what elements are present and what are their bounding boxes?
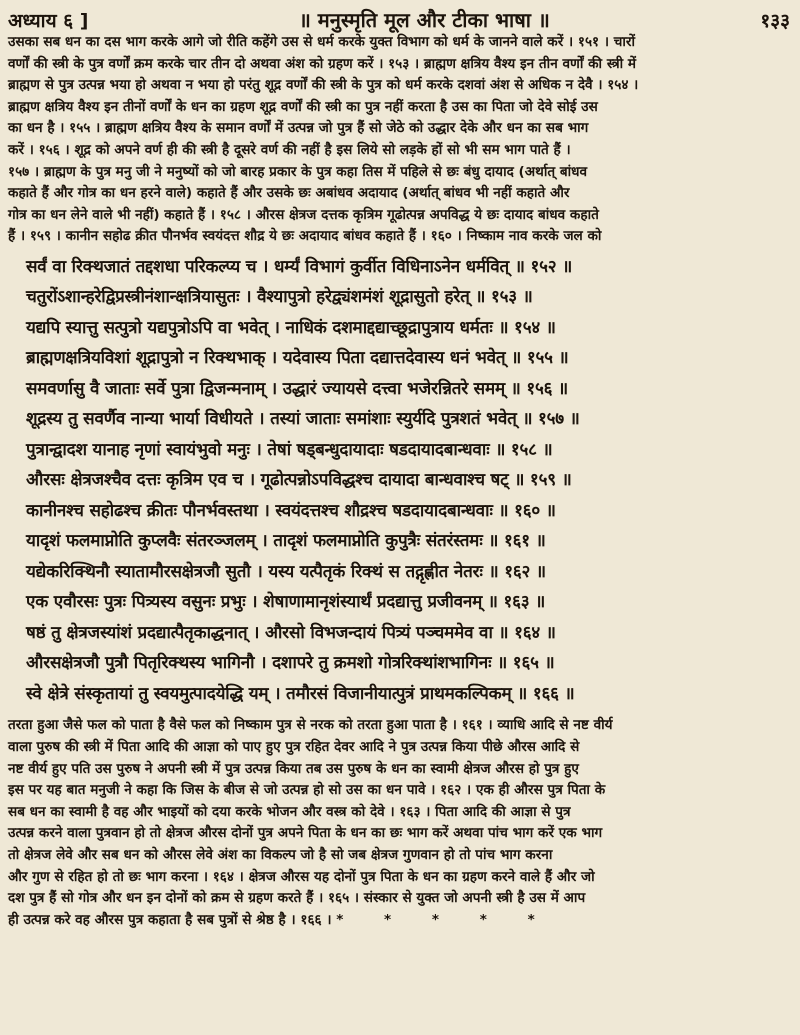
- page-number: १३३: [760, 10, 790, 32]
- commentary-line: दश पुत्र हैं सो गोत्र और धन इन दोनों को क्रम से ग्रहण करते हैं । १६५ । संस्कार से युक्त जो अपनी स्त्री है उस में आप: [8, 890, 586, 907]
- commentary-line: वर्णों की स्त्री के पुत्र वर्णों क्रम करके चार तीन दो अथवा अंश को ग्रहण करें । १५३ । ब्राह्मण क्षत्रिय वैश्य इन तीन वर्णों की स्त्री में: [8, 55, 636, 72]
- verse-152: सर्वं वा रिक्थजातं तद्दशधा परिकल्प्य च । धर्म्यं विभागं कुर्वीत विधिनाऽनेन धर्मवित् ॥ १५२ ॥: [26, 256, 573, 277]
- verse-165: औरसक्षेत्रजौ पुत्रौ पितृरिक्थस्य भागिनौ । दशापरे तु क्रमशो गोत्ररिक्थांशभागिनः ॥ १६५ ॥: [26, 653, 555, 674]
- commentary-line: ब्राह्मण से पुत्र उत्पन्न भया हो अथवा न भया हो परंतु शूद्र वर्णों की स्त्री के पुत्र को धर्म करके दशवां अंश से अधिक न देवै । १५४ ।: [8, 77, 639, 94]
- commentary-line: सब धन का स्वामी है वह और भाइयों को दया करके भोजन और वस्त्र को देवे । १६३ । पिता आदि की आज्ञा से पुत्र: [8, 803, 571, 820]
- verse-156: समवर्णासु वै जाताः सर्वे पुत्रा द्विजन्मनाम् । उद्धारं ज्यायसे दत्त्वा भजेरन्नितरे समम् ॥ १५६ ॥: [26, 378, 568, 399]
- commentary-line: कहाते हैं और गोत्र का धन हरने वाले) कहाते हैं और उसके छः अबांधव अदायाद (अर्थात् बांधव भी नहीं कहाते और: [8, 185, 570, 202]
- commentary-line: करें । १५६ । शूद्र को अपने वर्ण ही की स्त्री है दूसरे वर्ण की नहीं है इस लिये सो लड़के हों सो भी सम भाग पाते हैं ।: [8, 141, 571, 158]
- commentary-line: वाला पुरुष की स्त्री में पिता आदि की आज्ञा को पाए हुए पुत्र रहित देवर आदि ने पुत्र उत्पन्न किया पीछे औरस आदि से: [8, 739, 580, 756]
- verse-153: चतुरोंऽशान्हरेद्विप्रस्त्रीनंशान्क्षत्रियासुतः । वैश्यापुत्रो हरेद्व्यंशमंशं शूद्रासुतो हरेत् ॥ १५३ ॥: [26, 287, 533, 308]
- commentary-line: हैं । १५९ । कानीन सहोढ क्रीत पौनर्भव स्वयंदत्त शौद्र ये छः अदायाद बांधव कहाते हैं । १६० । निष्काम नाव करके जल को: [8, 228, 602, 245]
- commentary-line: गोत्र का धन लेने वाले भी नहीं) कहाते हैं । १५८ । औरस क्षेत्रज दत्तक कृत्रिम गूढोत्पन्न अपविद्ध ये छः दायाद बांधव कहाते: [8, 206, 599, 223]
- commentary-bottom: [8, 715, 790, 931]
- verse-160: कानीनश्च सहोढश्च क्रीतः पौनर्भवस्तथा । स्वयंदत्तश्च शौद्रश्च षडदायादबान्धवाः ॥ १६० ॥: [26, 500, 556, 521]
- verse-157: शूद्रस्य तु सवर्णैव नान्या भार्या विधीयते । तस्यां जाताः समांशाः स्युर्यदि पुत्रशतं भवेत् ॥ १५७ ॥: [26, 409, 580, 430]
- verse-159: औरसः क्षेत्रजश्चैव दत्तः कृत्रिम एव च । गूढोत्पन्नोऽपविद्धश्च दायादा बान्धवाश्च षट् ॥ १५९ ॥: [26, 470, 572, 491]
- verse-162: यद्येकरिक्थिनौ स्यातामौरसक्षेत्रजौ सुतौ । यस्य यत्पैतृकं रिक्थं स तद्गृह्णीत नेतरः ॥ १६२ ॥: [26, 561, 546, 582]
- verse-161: यादृशं फलमाप्नोति कुप्लवैः संतरञ्जलम् । तादृशं फलमाप्नोति कुपुत्रैः संतरंस्तमः ॥ १६१ ॥: [26, 531, 546, 552]
- running-title: ॥ मनुस्मृति मूल और टीका भाषा ॥: [298, 8, 550, 32]
- section-end-stars: * * * * *: [336, 911, 553, 928]
- verse-154: यद्यपि स्यात्तु सत्पुत्रो यद्यपुत्रोऽपि वा भवेत् । नाधिकं दशमाद्दद्याच्छूद्रापुत्राय धर्मतः ॥ १५४ ॥: [26, 317, 556, 338]
- commentary-line: इस पर यह बात मनुजी ने कहा कि जिस के बीज से जो उत्पन्न हो सो उस का धन पावे । १६२ । एक ही औरस पुत्र पिता के: [8, 782, 606, 799]
- chapter-label: अध्याय ६ ]: [8, 10, 89, 32]
- sanskrit-verses: [8, 252, 790, 710]
- commentary-line: नष्ट वीर्य हुए पति उस पुरुष ने अपनी स्त्री में पुत्र उत्पन्न किया तब उस पुरुष के धन का स्वामी क्षेत्रज औरस हो पुत्र हुए: [8, 760, 579, 777]
- commentary-line: ब्राह्मण क्षत्रिय वैश्य इन तीनों वर्णों के धन का ग्रहण शूद्र वर्णों की स्त्री का पुत्र नहीं करता है उस का पिता जो देवे सोई उस: [8, 98, 598, 115]
- verse-155: ब्राह्मणक्षत्रियविशां शूद्रापुत्रो न रिक्थभाक् । यदेवास्य पिता दद्यात्तदेवास्य धनं भवेत् ॥ १५५ ॥: [26, 348, 569, 369]
- commentary-line: का धन है । १५५ । ब्राह्मण क्षत्रिय वैश्य के समान वर्णों में उत्पन्न जो पुत्र हैं सो जेठे को उद्धार देके और धन का सब भाग: [8, 120, 589, 137]
- running-header: [8, 6, 790, 32]
- commentary-line: तरता हुआ जैसे फल को पाता है वैसे फल को निष्काम पुत्र से नरक को तरता हुआ पाता है । १६१ । व्याधि आदि से नष्ट वीर्य: [8, 717, 613, 734]
- commentary-line: [8, 910, 790, 932]
- commentary-line: उसका सब धन का दस भाग करके आगे जो रीति कहेंगे उस से धर्म करके युक्त विभाग को धर्म के जानने वाले करें । १५१ । चारों: [8, 34, 635, 50]
- commentary-line: और गुण से रहित हो तो छः भाग करना । १६४ । क्षेत्रज औरस यह दोनों पुत्र पिता के धन का ग्रहण करने वाले हैं और जो: [8, 868, 595, 885]
- commentary-line: तो क्षेत्रज लेवे और सब धन को औरस लेवे अंश का विकल्प जो है सो जब क्षेत्रज गुणवान हो तो पांच भाग करना: [8, 847, 553, 863]
- verse-164: षष्ठं तु क्षेत्रजस्यांशं प्रदद्यात्पैतृकाद्धनात् । औरसो विभजन्दायं पित्र्यं पञ्चममेव वा ॥ १६४ ॥: [26, 622, 556, 643]
- verse-166: स्वे क्षेत्रे संस्कृतायां तु स्वयमुत्पादयेद्धि यम् । तमौरसं विजानीयात्पुत्रं प्राथमकल्पिकम् ॥ १६६ ॥: [26, 683, 575, 704]
- commentary-top: [8, 32, 790, 248]
- verse-158: पुत्रान्द्वादश यानाह नृणां स्वायंभुवो मनुः । तेषां षड्बन्धुदायादाः षडदायादबान्धवाः ॥ १५८ ॥: [26, 439, 553, 460]
- verse-163: एक एवौरसः पुत्रः पित्र्यस्य वसुनः प्रभुः । शेषाणामानृशंस्यार्थं प्रदद्यात्तु प्रजीवनम् ॥ १६३ ॥: [26, 592, 546, 613]
- commentary-line: उत्पन्न करने वाला पुत्रवान हो तो क्षेत्रज औरस दोनों पुत्र अपने पिता के धन का छः भाग करें अथवा पांच भाग करें एक भाग: [8, 825, 603, 842]
- commentary-line: १५७ । ब्राह्मण के पुत्र मनु जी ने मनुष्यों को जो बारह प्रकार के पुत्र कहा तिस में पहिले से छः बंधु दायाद (अर्थात् बांधव: [8, 163, 588, 180]
- commentary-last-text: ही उत्पन्न करे वह औरस पुत्र कहाता है सब पुत्रों से श्रेष्ठ है । १६६ ।: [8, 911, 332, 928]
